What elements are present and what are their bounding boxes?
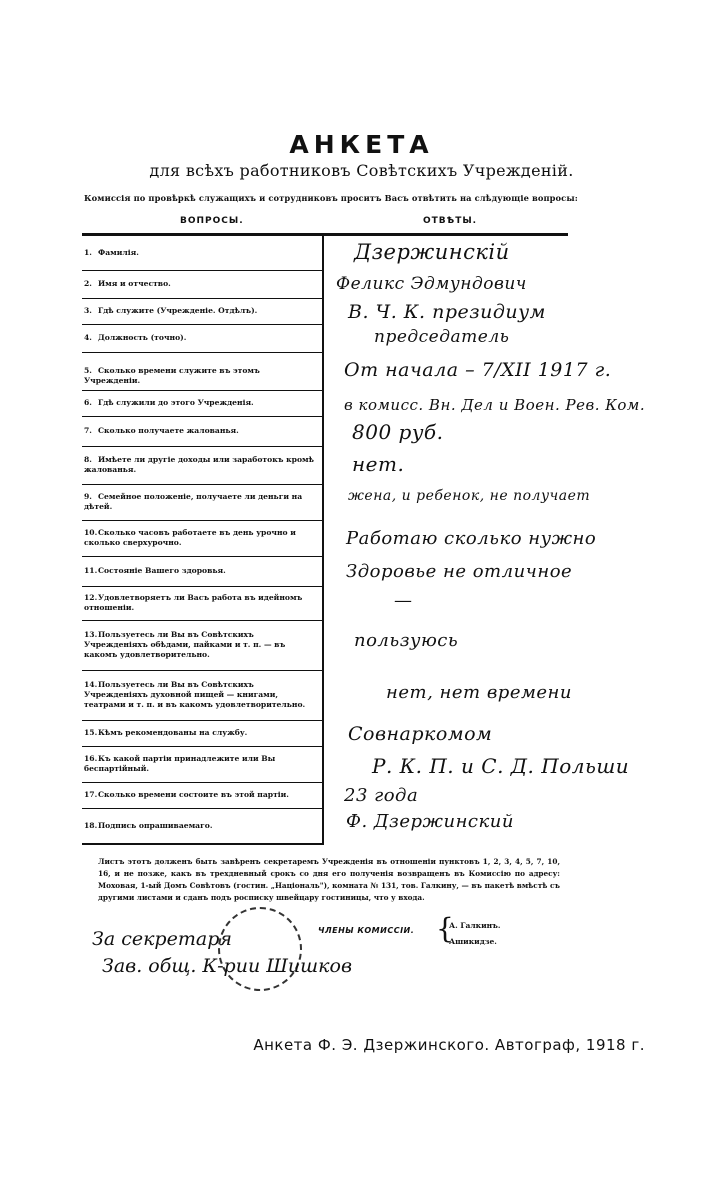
form-subtitle: для всѣхъ работниковъ Совѣтскихъ Учрежденій. [149,161,574,180]
question-number: 8. [84,455,92,464]
question-12 [84,593,316,613]
row-divider [82,352,322,353]
question-3 [84,306,316,316]
row-divider [82,270,322,271]
question-number: 13. [84,630,98,639]
answer-14: нет, нет времени [386,682,572,703]
row-divider [82,556,322,557]
brace-glyph: { [436,912,454,945]
question-number: 14. [84,680,98,689]
row-divider [82,586,322,587]
question-text: Пользуетесь ли Вы въ Совѣтскихъ Учрежденіяхъ духовной пищей — книгами, театрами и т. п. и въ какомъ удовлетворительно. [84,680,306,709]
question-number: 5. [84,366,92,375]
row-divider [82,324,322,325]
form-intro: Комиссія по провѣркѣ служащихъ и сотрудниковъ проситъ Васъ отвѣтить на слѣдующіе вопросы: [84,193,578,203]
question-number: 15. [84,728,98,737]
question-text: Сколько времени состоите въ этой партіи. [98,790,289,799]
question-14 [84,680,316,710]
question-text: Должность (точно). [98,333,187,342]
row-divider [82,298,322,299]
question-number: 4. [84,333,92,342]
row-divider [82,446,322,447]
question-number: 12. [84,593,98,602]
form-footer-note: Листъ этотъ долженъ быть завѣренъ секретаремъ Учрежденія въ отношеніи пунктовъ 1, 2, 3, 4, 5, 7, 10, 16, и не позже, какъ въ трехдневный срокъ со дня его полученія возвращенъ въ Комиссію по адресу: Моховая, 1-ый Домъ Совѣтовъ (гостин. „Національ"), комната № 131, тов. Галкину, — въ пакетѣ вмѣстѣ съ другими листами и сданъ подъ росписку швейцару гостиницы, что у входа. [98,857,560,902]
question-16 [84,754,316,774]
answer-2: Феликс Эдмундович [336,274,527,294]
question-1 [84,248,316,258]
table-column-divider [322,233,324,845]
question-number: 6. [84,398,92,407]
question-10 [84,528,316,548]
questions-column-header: ВОПРОСЫ. [180,216,244,226]
question-2 [84,279,316,289]
question-text: Къ какой партіи принадлежите или Вы беспартійный. [84,754,276,773]
question-number: 18. [84,820,98,830]
table-top-rule [82,233,568,236]
question-text: Имѣете ли другіе доходы или заработокъ кромѣ жалованья. [84,455,314,474]
answer-5: От начала – 7/XII 1917 г. [344,359,612,381]
question-text: Гдѣ служите (Учрежденіе. Отдѣлъ). [98,306,258,315]
question-number: 16. [84,754,98,763]
row-divider [82,746,322,747]
question-15 [84,728,316,738]
question-text: Состояніе Вашего здоровья. [98,566,226,575]
answer-13: пользуюсь [354,630,459,651]
answer-9: жена, и ребенок, не получает [348,488,591,504]
row-divider [82,484,322,485]
question-8 [84,455,316,475]
answer-6: в комисс. Вн. Дел и Воен. Рев. Ком. [344,396,646,414]
row-divider [82,390,322,391]
question-text: Удовлетворяетъ ли Васъ работа въ идейномъ отношеніи. [84,593,303,612]
question-13 [84,630,316,660]
question-text: Сколько получаете жалованья. [98,426,239,435]
question-number: 9. [84,492,92,501]
question-text: Сколько часовъ работаете въ день урочно и сколько сверхурочно. [84,528,296,547]
question-text: Гдѣ служили до этого Учрежденія. [98,398,254,407]
question-number: 10. [84,528,98,537]
question-7 [84,426,316,436]
question-text: Сколько времени служите въ этомъ Учрежденіи. [84,366,260,385]
question-number: 3. [84,306,92,315]
question-text: Семейное положеніе, получаете ли деньги на дѣтей. [84,492,303,511]
row-divider [82,620,322,621]
secretary-signature-line-2: Зав. общ. К-рии Шишков [102,955,352,977]
commission-member-2: Ашикидзе. [449,937,497,946]
question-number: 7. [84,426,92,435]
question-text: Пользуетесь ли Вы въ Совѣтскихъ Учрежденіяхъ обѣдами, пайками и т. п. — въ какомъ удовлетворительно. [84,630,286,659]
question-11 [84,566,316,576]
answer-11: Здоровье не отличное [346,561,573,582]
row-divider [82,416,322,417]
answer-7: 800 руб. [352,420,444,444]
question-number: 17. [84,790,98,799]
question-5 [84,366,316,386]
question-18 [84,821,316,831]
secretary-signature-line-1: За секретаря [92,928,232,950]
row-divider [82,520,322,521]
answer-12: — [394,590,413,611]
question-number: 1. [84,248,92,257]
answer-15: Совнаркомом [348,723,493,745]
question-text: Имя и отчество. [98,279,171,288]
row-divider [82,670,322,671]
answers-column-header: ОТВѢТЫ. [423,216,478,226]
commission-member-1: А. Галкинъ. [449,921,501,930]
question-6 [84,398,316,408]
row-divider [82,808,322,809]
answer-16: Р. К. П. и С. Д. Польши [372,754,630,778]
photo-caption: Анкета Ф. Э. Дзержинского. Автограф, 1918 г. [253,1036,645,1054]
answer-4: председатель [374,327,510,347]
answer-18: Ф. Дзержинский [346,811,514,832]
form-title: АНКЕТА [289,130,434,159]
question-number: 11. [84,566,98,575]
row-divider [82,782,322,783]
answer-8: нет. [352,452,405,476]
question-4 [84,333,316,343]
question-17 [84,790,316,800]
answer-10: Работаю сколько нужно [346,528,597,549]
table-bottom-rule [82,843,322,845]
answer-17: 23 года [344,785,419,806]
question-text: Подпись опрашиваемаго. [98,820,213,830]
question-9 [84,492,316,512]
answer-3: В. Ч. К. президиум [348,301,546,323]
row-divider [82,720,322,721]
answer-1: Дзержинскій [354,240,510,264]
question-number: 2. [84,279,92,288]
question-text: Фамилія. [98,248,139,257]
commission-members-label: ЧЛЕНЫ КОМИССІИ. [318,926,415,935]
question-text: Кѣмъ рекомендованы на службу. [98,728,248,737]
